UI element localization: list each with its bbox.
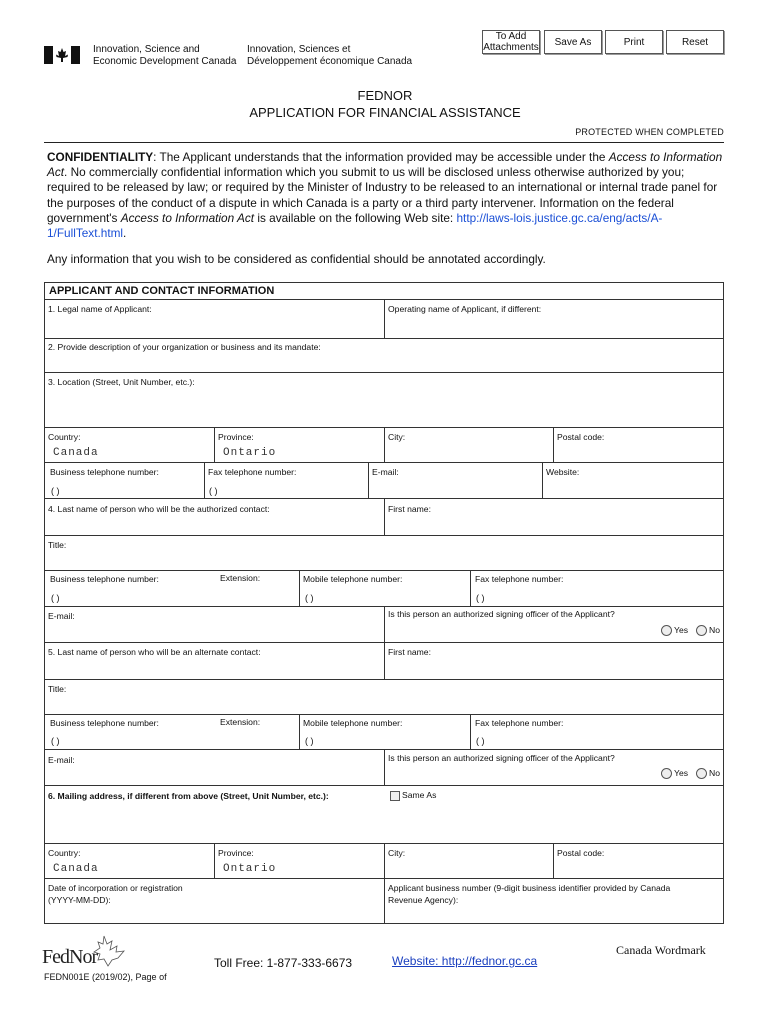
business-number-field[interactable]: Applicant business number (9-digit business identifier provided by Canada Revenue Agency): — [384, 878, 724, 924]
contact-business-phone-field[interactable]: Business telephone number: Extension: ( ) — [44, 570, 300, 607]
country-field[interactable]: Country: Canada — [44, 427, 215, 463]
authorized-title-field[interactable]: Title: — [44, 535, 724, 571]
alternate-signing-no-radio[interactable]: No — [696, 768, 720, 779]
city-field[interactable]: City: — [384, 427, 554, 463]
alternate-mobile-phone-field[interactable]: Mobile telephone number: ( ) — [299, 714, 471, 750]
operating-name-field[interactable]: Operating name of Applicant, if different: — [384, 299, 724, 339]
mailing-postal-code-field[interactable]: Postal code: — [553, 843, 724, 879]
form-title: FEDNOR — [357, 88, 413, 103]
alternate-signing-yes-radio[interactable]: Yes — [661, 768, 688, 779]
business-phone-field[interactable]: Business telephone number: ( ) — [44, 462, 205, 499]
dept-name-en: Innovation, Science and Economic Development Canada — [93, 44, 237, 67]
save-as-button[interactable]: Save As — [544, 30, 602, 54]
alternate-first-name-field[interactable]: First name: — [384, 642, 724, 680]
email-field[interactable]: E-mail: — [368, 462, 543, 499]
dept-name-fr: Innovation, Sciences et Développement économique Canada — [247, 44, 413, 67]
toll-free-number: Toll Free: 1-877-333-6673 — [214, 956, 353, 970]
radio-icon — [661, 625, 672, 636]
fednor-website-link[interactable]: Website: http://fednor.gc.ca — [392, 954, 538, 968]
contact-email-field[interactable]: E-mail: — [44, 606, 385, 643]
location-field[interactable]: 3. Location (Street, Unit Number, etc.): — [44, 372, 724, 428]
canada-wordmark: Canada Wordmark — [616, 943, 706, 957]
website-field[interactable]: Website: — [542, 462, 724, 499]
alternate-email-field[interactable]: E-mail: — [44, 749, 385, 786]
province-field[interactable]: Province: Ontario — [214, 427, 385, 463]
legal-name-field[interactable]: 1. Legal name of Applicant: — [44, 299, 385, 339]
protected-label: PROTECTED WHEN COMPLETED — [575, 127, 724, 137]
print-button[interactable]: Print — [605, 30, 663, 54]
incorporation-date-field[interactable]: Date of incorporation or registration (YYYY-MM-DD): — [44, 878, 385, 924]
description-field[interactable]: 2. Provide description of your organization or business and its mandate: — [44, 338, 724, 373]
confidential-note: Any information that you wish to be considered as confidential should be annotated accordingly. — [47, 252, 546, 266]
checkbox-icon — [390, 791, 400, 801]
form-subtitle: APPLICATION FOR FINANCIAL ASSISTANCE — [249, 105, 521, 120]
alternate-business-phone-field[interactable]: Business telephone number: Extension: ( ) — [44, 714, 300, 750]
same-as-checkbox[interactable]: Same As — [390, 790, 436, 801]
divider — [44, 142, 724, 143]
mailing-province-field[interactable]: Province: Ontario — [214, 843, 385, 879]
authorized-last-name-field[interactable]: 4. Last name of person who will be the authorized contact: — [44, 498, 385, 536]
signing-officer-question: Is this person an authorized signing officer of the Applicant? Yes No — [384, 606, 724, 643]
section-header: APPLICANT AND CONTACT INFORMATION — [44, 282, 724, 300]
mailing-country-field[interactable]: Country: Canada — [44, 843, 215, 879]
canada-flag-icon — [44, 46, 80, 64]
contact-fax-phone-field[interactable]: Fax telephone number: ( ) — [470, 570, 724, 607]
fax-phone-field[interactable]: Fax telephone number: ( ) — [204, 462, 369, 499]
postal-code-field[interactable]: Postal code: — [553, 427, 724, 463]
alternate-last-name-field[interactable]: 5. Last name of person who will be an alternate contact: — [44, 642, 385, 680]
mailing-address-field[interactable]: 6. Mailing address, if different from above (Street, Unit Number, etc.): Same As — [44, 785, 724, 844]
ati-link[interactable]: http://laws-lois.justice.gc.ca/eng/acts/A-1/FullText.html — [47, 210, 663, 241]
alternate-signing-officer-question: Is this person an authorized signing officer of the Applicant? Yes No — [384, 749, 724, 786]
confidentiality-paragraph: CONFIDENTIALITY: The Applicant understands that the information provided may be accessible under the Access to Information Act. No commercially confidential information which you submit to us will be disclosed unless otherwise authorized by you; required to be released by law; or required by the Minister of Industry to be released to an international or internal trade panel for the purposes of the conduct of a dispute in which Canada is a party or a third party intervener. Information on the federal government's Access to Information Act is available on the following Web site: http://laws-lois.justice.gc.ca/eng/acts/A-1/FullText.html. — [47, 150, 723, 241]
add-attachments-button[interactable]: To Add Attachments — [483, 31, 539, 53]
signing-no-radio[interactable]: No — [696, 625, 720, 636]
signing-yes-radio[interactable]: Yes — [661, 625, 688, 636]
mailing-city-field[interactable]: City: — [384, 843, 554, 879]
radio-icon — [696, 768, 707, 779]
alternate-fax-phone-field[interactable]: Fax telephone number: ( ) — [470, 714, 724, 750]
alternate-title-field[interactable]: Title: — [44, 679, 724, 715]
contact-mobile-phone-field[interactable]: Mobile telephone number: ( ) — [299, 570, 471, 607]
radio-icon — [661, 768, 672, 779]
authorized-first-name-field[interactable]: First name: — [384, 498, 724, 536]
fednor-logo: FedNor — [42, 932, 132, 972]
radio-icon — [696, 625, 707, 636]
reset-button[interactable]: Reset — [666, 30, 724, 54]
form-id: FEDN001E (2019/02), Page of — [44, 972, 167, 982]
